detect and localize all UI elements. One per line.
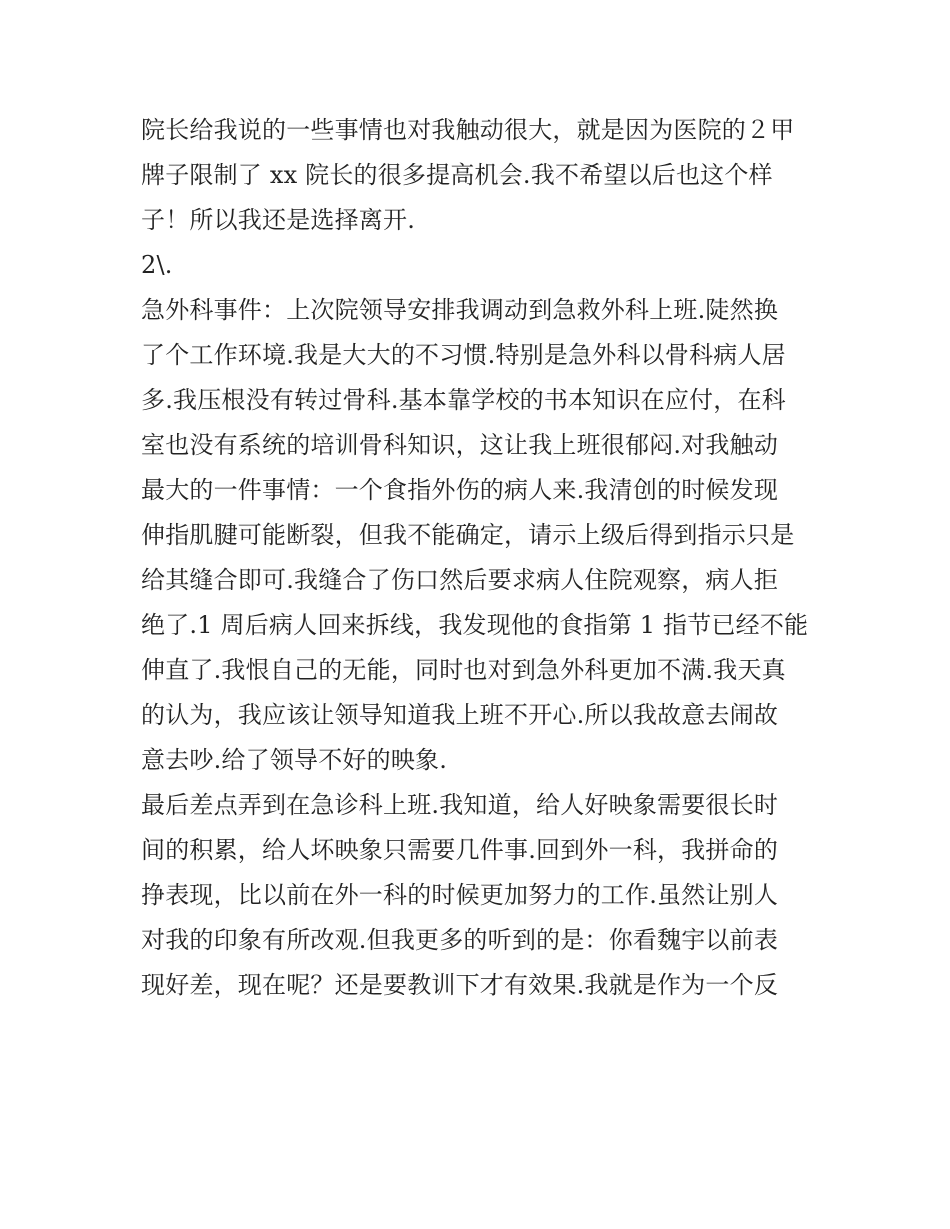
text-line: 挣表现，比以前在外一科的时候更加努力的工作.虽然让别人: [141, 881, 779, 909]
text-line: 子！所以我还是选择离开.: [141, 206, 416, 234]
text-line: 的认为，我应该让领导知道我上班不开心.所以我故意去闹故: [141, 701, 779, 729]
text-line: 多.我压根没有转过骨科.基本靠学校的书本知识在应付，在科: [141, 386, 786, 414]
text-line: 给其缝合即可.我缝合了伤口然后要求病人住院观察，病人拒: [141, 566, 779, 594]
text-line: 最后差点弄到在急诊科上班.我知道，给人好映象需要很长时: [141, 791, 779, 819]
section-number: 2\.: [141, 251, 173, 279]
text-line: 急外科事件：上次院领导安排我调动到急救外科上班.陡然换: [141, 296, 779, 324]
text-line: 院长给我说的一些事情也对我触动很大，就是因为医院的２甲: [141, 116, 795, 144]
text-line: 伸指肌腱可能断裂，但我不能确定，请示上级后得到指示只是: [141, 521, 795, 549]
body-text: [141, 108, 831, 1008]
text-line: 室也没有系统的培训骨科知识，这让我上班很郁闷.对我触动: [141, 431, 779, 459]
text-line: 牌子限制了 xx 院长的很多提高机会.我不希望以后也这个样: [141, 161, 773, 189]
text-line: 了个工作环境.我是大大的不习惯.特别是急外科以骨科病人居: [141, 341, 786, 369]
text-line: 最大的一件事情：一个食指外伤的病人来.我清创的时候发现: [141, 476, 779, 504]
text-line: 间的积累，给人坏映象只需要几件事.回到外一科，我拼命的: [141, 836, 779, 864]
text-line: 对我的印象有所改观.但我更多的听到的是：你看魏宇以前表: [141, 926, 779, 954]
text-line: 绝了.1 周后病人回来拆线，我发现他的食指第 1 指节已经不能: [141, 611, 809, 639]
text-line: 意去吵.给了领导不好的映象.: [141, 746, 448, 774]
text-line: 现好差，现在呢？还是要教训下才有效果.我就是作为一个反: [141, 971, 779, 999]
text-line: 伸直了.我恨自己的无能，同时也对到急外科更加不满.我天真: [141, 656, 786, 684]
